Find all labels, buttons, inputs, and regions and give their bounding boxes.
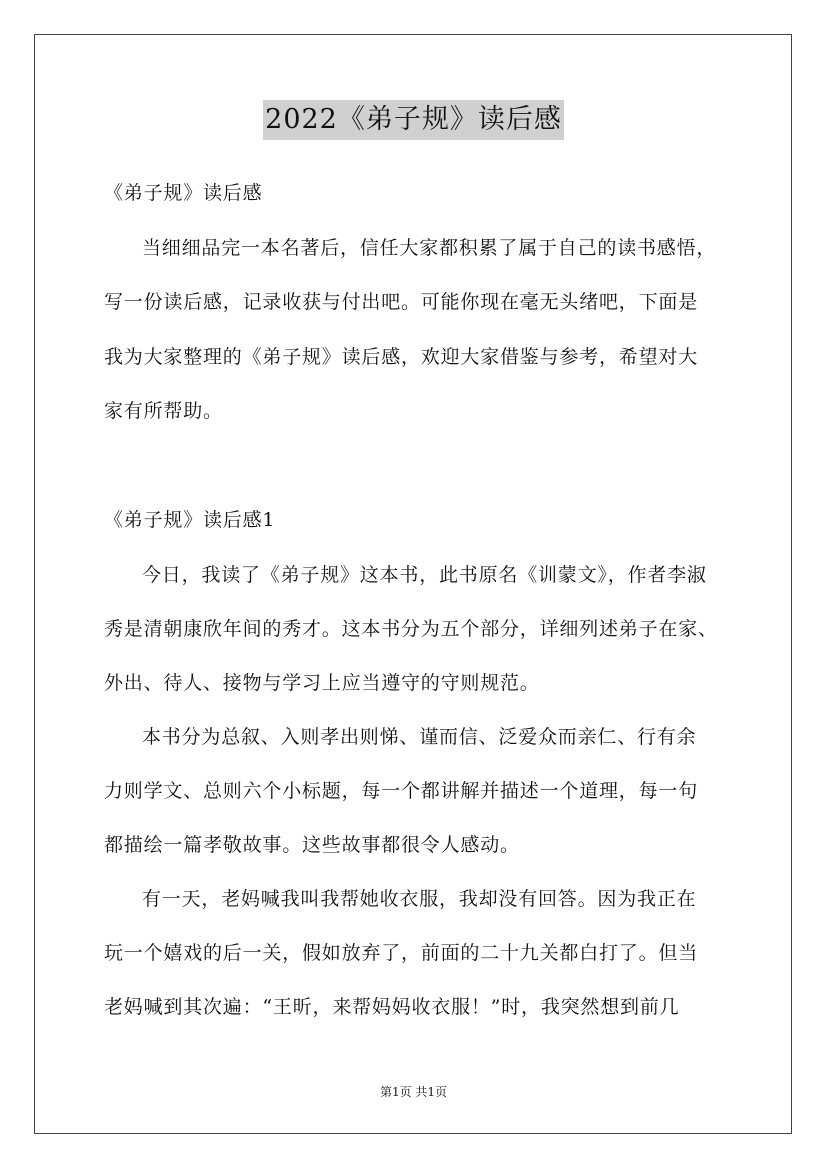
paragraph-line: 玩一个嬉戏的后一关，假如放弃了，前面的二十九关都白打了。但当	[104, 942, 699, 964]
paragraph-line: 老妈喊到其次遍：“王昕，来帮妈妈收衣服！”时，我突然想到前几	[104, 996, 680, 1018]
page-footer: 第1页 共1页	[379, 1085, 448, 1099]
paragraph-line: 今日，我读了《弟子规》这本书，此书原名《训蒙文》，作者李淑	[142, 564, 707, 586]
paragraph-line: 都描绘一篇孝敬故事。这些故事都很令人感动。	[104, 834, 520, 856]
paragraph-line: 写一份读后感，记录收获与付出吧。可能你现在毫无头绪吧，下面是	[104, 291, 699, 313]
title-container	[0, 100, 827, 140]
paragraph-line: 外出、待人、接物与学习上应当遵守的守则规范。	[104, 672, 540, 694]
paragraph-line: 本书分为总叙、入则孝出则悌、谨而信、泛爱众而亲仁、行有余	[142, 726, 697, 748]
paragraph-line: 力则学文、总则六个小标题，每一个都讲解并描述一个道理，每一句	[104, 780, 699, 802]
document-title: 2022《弟子规》读后感	[263, 100, 564, 140]
paragraph-line: 秀是清朝康欣年间的秀才。这本书分为五个部分，详细列述弟子在家、	[104, 618, 718, 640]
section-heading: 《弟子规》读后感1	[104, 509, 276, 531]
paragraph-line: 家有所帮助。	[104, 400, 223, 422]
subtitle-line: 《弟子规》读后感	[104, 182, 263, 204]
paragraph-line: 有一天，老妈喊我叫我帮她收衣服，我却没有回答。因为我正在	[142, 888, 697, 910]
paragraph-line: 我为大家整理的《弟子规》读后感，欢迎大家借鉴与参考，希望对大	[104, 346, 699, 368]
paragraph-line: 当细细品完一本名著后，信任大家都积累了属于自己的读书感悟，	[142, 237, 717, 259]
